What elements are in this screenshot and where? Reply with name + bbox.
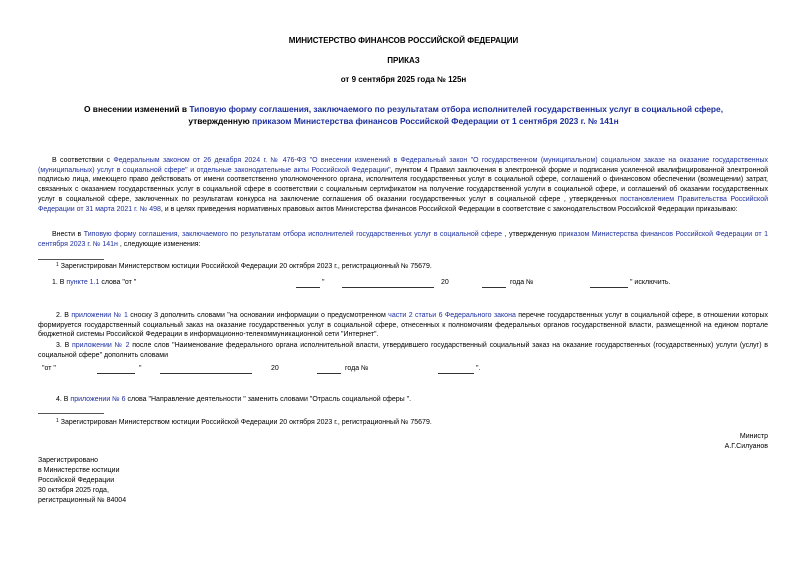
signer-name: А.Г.Силуанов: [724, 443, 768, 450]
item-1-quote: ": [322, 279, 325, 286]
doc-type-heading: ПРИКАЗ: [387, 56, 420, 65]
registration-line: в Министерстве юстиции: [38, 467, 120, 474]
doc-title-line-1: [0, 105, 807, 114]
link-order-141n[interactable]: приказом Министерства финансов Российской Федерации от 1 сентября 2023 г. № 141н: [38, 231, 769, 248]
blank-field: [438, 373, 474, 374]
ministry-heading: МИНИСТЕРСТВО ФИНАНСОВ РОССИЙСКОЙ ФЕДЕРАЦИИ: [288, 36, 519, 45]
item-3-end: ".: [476, 365, 481, 372]
link-part-2-article-6[interactable]: части 2 статьи 6 Федерального закона: [388, 312, 516, 319]
registration-line: 30 октября 2025 года,: [38, 487, 109, 494]
blank-field: [160, 373, 252, 374]
link-clause-1-1[interactable]: пункте 1.1: [66, 279, 100, 286]
item-3-quote: ": [139, 365, 142, 372]
item-1-text: 1. В пункте 1.1 слова "от ": [52, 279, 137, 286]
item-1-end: " исключить.: [630, 279, 671, 286]
blank-field: [296, 287, 320, 288]
footnote-divider-2: [38, 413, 104, 414]
registration-line: Зарегистрировано: [38, 457, 98, 464]
title-mid: утвержденную: [188, 116, 253, 126]
link-appendix-1[interactable]: приложении № 1: [71, 312, 128, 319]
title-pre: О внесении изменений в: [83, 104, 190, 114]
blank-field: [342, 287, 434, 288]
signer-position: Министр: [739, 433, 768, 440]
registration-line: регистрационный № 84004: [38, 497, 127, 504]
link-appendix-6[interactable]: приложении № 6: [70, 396, 126, 403]
footnote-divider-1: [38, 259, 104, 260]
blank-field: [97, 373, 135, 374]
item-3-from: "от ": [42, 365, 56, 372]
blank-field: [317, 373, 341, 374]
date-number: от 9 сентября 2025 года № 125н: [340, 75, 467, 84]
item-1-year: 20: [441, 279, 449, 286]
item-4-text: 4. В приложении № 6 слова "Направление деятельности " заменить словами "Отрасль социальной сферы ".: [56, 396, 412, 403]
title-link-order-141n[interactable]: приказом Министерства финансов Российской Федерации от 1 сентября 2023 г. № 141н: [252, 116, 619, 126]
footnote-2: $^1$ Зарегистрирован Министерством юстиции Российской Федерации 20 октября 2023 г., регистрационный № 75679.: [56, 418, 432, 426]
link-government-decree-498[interactable]: постановлением Правительства Российской Федерации от 31 марта 2021 г. № 498: [38, 195, 768, 213]
registration-line: Российской Федерации: [38, 477, 115, 484]
blank-field: [482, 287, 506, 288]
footnote-1: $^1$ Зарегистрирован Министерством юстиции Российской Федерации 20 октября 2023 г., регистрационный № 75679.: [56, 262, 432, 270]
preamble-paragraph: В соответствии с Федеральным законом от 26 декабря 2024 г. № 476-ФЗ "О внесении изменений в Федеральный закон "О государственном (муниципальном) социальном заказе на оказание государственных (муниципальных) услуг в социальной сфере" и отдельные законодательные акты Российской Федерации", пунктом 4 Правил заключения в электронной форме и подписания усиленной квалифицированной электронной подписью лица, имеющего право действовать от имени соответственно уполномоченного органа, исполнителя государственных услуг в социальной сфере, соглашений о финансовом обеспечении (возмещении) затрат, связанных с оказанием государственных услуг в социальной сфере в соответствии с социальным сертификатом на получение государственной услуги в социальной сфере, и соглашений об оказании государственных услуг в социальной сфере, заключенных по результатам конкурса на заключение соглашения об оказании государственных услуг в социальной сфере , утвержденных постановлением Правительства Российской Федерации от 31 марта 2021 г. № 498, и в целях приведения нормативных правовых актов Министерства финансов Российской Федерации в соответствие с законодательством Российской Федерации приказываю:: [38, 157, 768, 213]
enact-paragraph: Внести в Типовую форму соглашения, заключаемого по результатам отбора исполнителей государственных услуг в социальной сфере , утвержденную приказом Министерства финансов Российской Федерации от 1 сентября 2023 г. № 141н , следующие изменения:: [38, 231, 769, 248]
title-link-typical-form[interactable]: Типовую форму соглашения, заключаемого по результатам отбора исполнителей государственных услуг в социальной сфере,: [189, 104, 724, 114]
link-appendix-2[interactable]: приложении № 2: [71, 342, 130, 349]
blank-field: [590, 287, 628, 288]
item-3-year: 20: [271, 365, 279, 372]
doc-title-line-2: [0, 117, 807, 126]
item-3-paragraph: 3. В приложении № 2 после слов "Наименование федерального органа исполнительной власти, утвердившего государственный социальный заказ на оказание государственных (государственных) услуги (услуг) в социальной сфере" дополнить словами: [38, 342, 768, 359]
link-federal-law-476[interactable]: Федеральным законом от 26 декабря 2024 г. № 476-ФЗ "О внесении изменений в Федеральный закон "О государственном (муниципальном) социальном заказе на оказание государственных (муниципальных) услуг в социальной сфере" и отдельные законодательные акты Российской Федерации": [38, 157, 768, 174]
item-1-number-label: года №: [510, 279, 534, 286]
item-3-number-label: года №: [345, 365, 369, 372]
link-typical-form[interactable]: Типовую форму соглашения, заключаемого по результатам отбора исполнителей государственных услуг в социальной сфере: [83, 231, 503, 238]
item-2-paragraph: 2. В приложении № 1 сноску 3 дополнить словами "на основании информации о предусмотренном части 2 статьи 6 Федерального закона перечне государственных услуг в социальной сфере, в отношении которых формируется государственный социальный заказ на оказание государственных услуг в социальной сфере, отнесенных к полномочиям федеральных органов государственной власти, размещенной на едином портале бюджетной системы Российской Федерации в информационно-телекоммуникационной сети "Интернет".: [38, 312, 768, 339]
